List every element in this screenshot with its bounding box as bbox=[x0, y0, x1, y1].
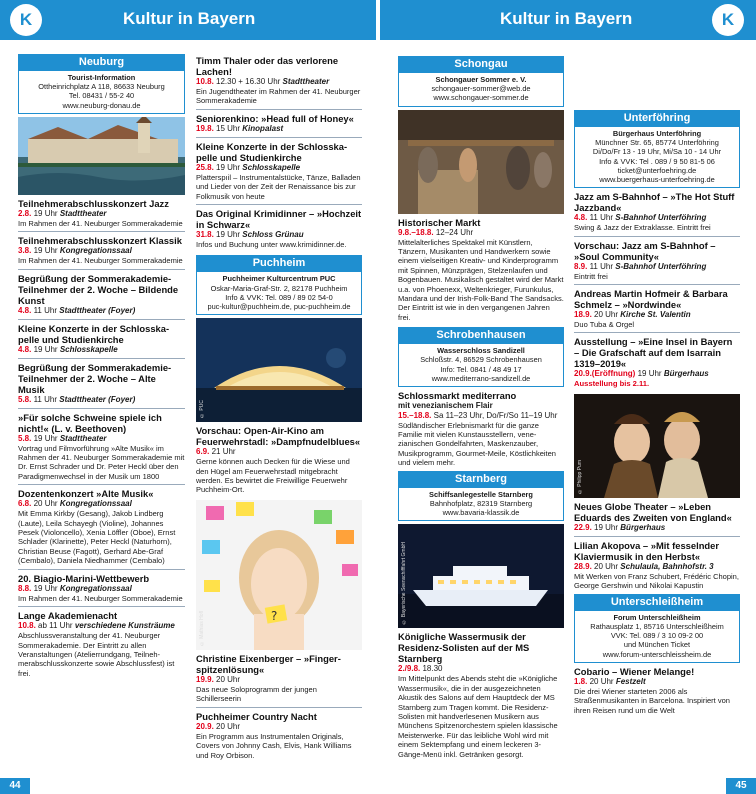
event-description: Mittelalterliches Spektakel mit Künstlern, Tänzern, Musikanten und Handwerkern sowie einem vielseitigen Kreativ- und Kinderprogramm mit Spinnen, Münzprägen, Stelzenlaufen und Bogenbauen. Musikalisch gestaltet wird der Markt u.a. von Phoenexx, Weltenkrieger, Furunkulus, Mandara und der Irish-Folk-Band The Sandsacks. Der Eintritt ist wie in den vergangenen Jahren frei. bbox=[398, 237, 564, 322]
venue-line: ticket@unterfoehring.de bbox=[617, 165, 697, 175]
venue-line: schongauer-sommer@web.de bbox=[431, 84, 531, 94]
event-description: Abschlussveranstaltung der 41. Neuburger Sommerakademie. Der Eintritt zu allen Veranstaltungen (Atelierrundgang, Teilnehmerabschlusskonzerte sowie Abschlussfest) ist frei. bbox=[18, 631, 175, 678]
venue-box-schongau bbox=[398, 72, 564, 107]
venue-line: Münchner Str. 65, 85774 Unterföhring bbox=[595, 138, 719, 148]
event-item bbox=[196, 650, 362, 708]
event-title: Christine Eixenberger – »Fingerspitzenlösung« bbox=[196, 652, 341, 675]
event-time: 12.30 + 16.30 Uhr bbox=[216, 77, 281, 86]
venue-line: und München Ticket bbox=[623, 640, 691, 650]
event-title: Puchheimer Country Nacht bbox=[196, 710, 317, 722]
event-date: 10.8. bbox=[18, 621, 36, 631]
event-description: Ein Programm aus Instrumentalen Originals, Covers von Johnny Cash, Elvis, Hank Williams und Roy Orbison. bbox=[196, 731, 352, 760]
theater-photo bbox=[574, 394, 740, 498]
venue-line: Bahnhofplatz, 82319 Starnberg bbox=[429, 498, 533, 508]
event-item bbox=[196, 110, 362, 138]
event-date: 28.9. bbox=[574, 562, 592, 572]
event-venue: verschiedene Kunsträume bbox=[74, 621, 175, 631]
event-description: Swing & Jazz der Extraklasse. Eintritt frei bbox=[574, 223, 711, 233]
event-time: 19 Uhr bbox=[33, 208, 58, 218]
venue-line: Di/Do/Fr 13 - 19 Uhr, Mi/Sa 10 - 14 Uhr bbox=[592, 147, 722, 157]
event-note: Ausstellung bis 2.11. bbox=[574, 379, 650, 389]
event-time: 19 Uhr bbox=[216, 230, 241, 240]
venue-line: www.bavaria-klassik.de bbox=[442, 508, 520, 518]
event-item bbox=[196, 422, 362, 498]
event-time: 11 Uhr bbox=[589, 261, 613, 271]
venue-box-schrobenhausen bbox=[398, 343, 564, 387]
place-heading-starnberg: Starnberg bbox=[398, 471, 564, 487]
event-venue: S-Bahnhof Unterföhring bbox=[615, 213, 707, 223]
page-header-left bbox=[0, 0, 376, 40]
event-time: 21 Uhr bbox=[211, 447, 236, 457]
event-date: 3.8. bbox=[18, 246, 32, 256]
event-venue: Kongregationssaal bbox=[59, 246, 132, 256]
place-heading-puchheim: Puchheim bbox=[196, 255, 362, 271]
event-time: 12–24 Uhr bbox=[435, 227, 474, 237]
place-heading-schrobenhausen: Schrobenhausen bbox=[398, 327, 564, 343]
event-meta bbox=[196, 675, 362, 685]
event-description: Mit Werken von Franz Schubert, Frédéric Chopin, George Gershwin und Nikolai Kapustin bbox=[574, 572, 739, 591]
actors-illustration bbox=[574, 394, 740, 498]
place-heading-unterschleissheim: Unterschleißheim bbox=[574, 594, 740, 610]
event-date: 6.8. bbox=[18, 499, 32, 509]
column-1 bbox=[18, 54, 185, 681]
place-heading-neuburg: Neuburg bbox=[18, 54, 185, 70]
event-date: 2.8. bbox=[18, 208, 32, 218]
page-number-left: 44 bbox=[0, 778, 30, 794]
event-item bbox=[574, 498, 740, 537]
event-venue: Stadttheater (Foyer) bbox=[59, 394, 136, 404]
event-time: 20 Uhr bbox=[594, 562, 619, 572]
section-title-left: Kultur in Bayern bbox=[123, 9, 256, 28]
event-date: 19.8. bbox=[196, 123, 214, 133]
event-description: Eintritt frei bbox=[574, 271, 608, 281]
event-item bbox=[18, 409, 185, 486]
event-date: 2./9.8. bbox=[398, 664, 421, 674]
event-description: Platterspıil – Instrumentalstücke, Tänze, Balladen und Lieder von der Zeit der Renaissance bis zur Folkmusik von heute bbox=[196, 172, 361, 201]
venue-name: Bürgerhaus Unterföhring bbox=[612, 129, 702, 138]
event-meta bbox=[574, 523, 740, 533]
column-4 bbox=[574, 110, 740, 718]
event-item bbox=[18, 607, 185, 681]
photo-credit: © PUC bbox=[199, 400, 205, 419]
event-venue: Bürgerhaus bbox=[620, 523, 666, 533]
event-item bbox=[574, 237, 740, 285]
event-meta bbox=[18, 246, 185, 256]
event-time: Sa 11–23 Uhr, Do/Fr/So 11–19 Uhr bbox=[433, 410, 558, 420]
event-description: Gerne können auch Decken für die Wiese und den Hügel am Feuerwehrstadl mitgebracht werden. Es bewirtet die Freiwillige Feuerwehr Puchheim-Ort. bbox=[196, 457, 350, 495]
event-venue: Stadttheater bbox=[59, 208, 107, 218]
event-title: Schlossmarkt mediterrano bbox=[398, 390, 517, 402]
event-item bbox=[18, 359, 185, 409]
event-meta bbox=[18, 499, 185, 509]
event-item bbox=[574, 537, 740, 594]
venue-box-unterfoehring bbox=[574, 126, 740, 188]
event-item bbox=[18, 320, 185, 359]
event-venue: Bürgerhaus bbox=[663, 369, 709, 379]
event-time: 19 Uhr bbox=[33, 433, 58, 443]
event-title: Teilnehmerabschlusskonzert Klassik bbox=[18, 235, 182, 247]
event-time: 20 Uhr bbox=[589, 676, 614, 686]
event-item bbox=[18, 232, 185, 269]
venue-line: Info & VVK: Tel. 089 / 89 02 54-0 bbox=[225, 292, 333, 302]
event-meta bbox=[18, 584, 185, 594]
venue-line: Oskar-Maria-Graf-Str. 2, 82178 Puchheim bbox=[210, 283, 348, 293]
event-meta bbox=[196, 124, 362, 134]
venue-line: www.neuburg-donau.de bbox=[62, 100, 141, 110]
event-description: Im Mittelpunkt des Abends steht die »Königliche Wassermusik«, die in der ausgezeichneten Akustik des Salons auf dem Hauptdeck der MS Starnberg zum Tragen kommt. Die Residenz-Solisten mit handverlesenen Musikern aus Münchens Spitzenorchestern spielen klassische Meisterwerke. Für das leibliche Wohl wird mit einem Sektempfang und einem leckeren 3-Gänge-Menü inkl. Getränken gesorgt. bbox=[398, 674, 558, 759]
eixenberger-photo bbox=[196, 500, 362, 650]
event-meta bbox=[398, 228, 564, 238]
event-time: 19 Uhr bbox=[33, 344, 58, 354]
event-meta bbox=[574, 310, 740, 320]
event-time: 20 Uhr bbox=[216, 674, 241, 684]
venue-line: www.mediterrano-sandizell.de bbox=[431, 373, 531, 383]
event-time: 19 Uhr bbox=[33, 246, 58, 256]
event-description: Ein Jugendtheater im Rahmen der 41. Neuburger Sommerakademie bbox=[196, 87, 361, 106]
page-header-right bbox=[380, 0, 756, 40]
event-description: Infos und Buchung unter www.krimidinner.de. bbox=[196, 240, 347, 250]
market-photo bbox=[398, 110, 564, 214]
place-heading-schongau: Schongau bbox=[398, 56, 564, 72]
event-date: 5.8. bbox=[18, 394, 32, 404]
event-meta bbox=[196, 77, 362, 87]
event-meta bbox=[18, 621, 185, 631]
event-title: Dozentenkonzert »Alte Musik« bbox=[18, 488, 154, 500]
event-meta bbox=[18, 306, 185, 316]
event-description: Duo Tuba & Orgel bbox=[574, 320, 635, 330]
event-title: Königliche Wassermusik der Residenz-Solisten auf der MS Starnberg bbox=[398, 631, 530, 665]
medieval-market-illustration bbox=[398, 110, 564, 214]
event-title: Vorschau: Jazz am S-Bahnhof – »Soul Community« bbox=[574, 239, 716, 262]
event-item bbox=[196, 708, 362, 763]
event-venue: Stadttheater (Foyer) bbox=[59, 305, 136, 315]
event-title: Andreas Martin Hofmeir & Barbara Schmelz – »Nordwinde« bbox=[574, 288, 728, 311]
event-time: 20 Uhr bbox=[33, 499, 58, 509]
event-item bbox=[18, 195, 185, 232]
venue-name: Wasserschloss Sandizell bbox=[437, 346, 525, 356]
event-title: Seniorenkino: »Head full of Honey« bbox=[196, 112, 354, 124]
event-item bbox=[18, 485, 185, 569]
event-time: ab 11 Uhr bbox=[38, 621, 73, 631]
event-time: 11 Uhr bbox=[33, 305, 57, 315]
event-time: 19 Uhr bbox=[594, 523, 619, 533]
castle-illustration bbox=[18, 117, 185, 195]
event-date: 31.8. bbox=[196, 230, 214, 240]
event-date: 10.8. bbox=[196, 77, 214, 86]
event-meta bbox=[18, 209, 185, 219]
venue-name: Schiffsanlegestelle Starnberg bbox=[429, 489, 533, 499]
venue-line: Info: Tel. 0841 / 48 49 17 bbox=[440, 364, 522, 374]
event-time: 20 Uhr bbox=[594, 310, 619, 320]
event-item bbox=[196, 205, 362, 252]
event-venue: Stadttheater bbox=[282, 77, 330, 86]
event-time: 19 Uhr bbox=[637, 369, 662, 379]
event-date: 20.9.(Eröffnung) bbox=[574, 369, 636, 379]
event-title: Vorschau: Open-Air-Kino am Feuerwehrstadl: »Dampfnudelblues« bbox=[196, 425, 361, 448]
event-meta bbox=[196, 163, 362, 173]
neuburg-castle-photo bbox=[18, 117, 185, 195]
page-number-right: 45 bbox=[726, 778, 756, 794]
event-venue: Schlosskapelle bbox=[59, 344, 118, 354]
event-date: 19.9. bbox=[196, 674, 214, 684]
event-date: 18.9. bbox=[574, 310, 592, 320]
event-item bbox=[574, 333, 740, 392]
event-item bbox=[196, 138, 362, 205]
venue-line: www.forum-unterschleissheim.de bbox=[602, 649, 712, 659]
event-item bbox=[398, 387, 564, 471]
place-heading-unterfoehring: Unterföhring bbox=[574, 110, 740, 126]
event-time: 11 Uhr bbox=[589, 213, 613, 223]
event-venue: Kirche St. Valentin bbox=[620, 310, 691, 320]
venue-line: puc-kultur@puchheim.de, puc-puchheim.de bbox=[207, 302, 351, 312]
portrait-with-notes-illustration bbox=[196, 500, 362, 650]
event-title: Teilnehmerabschlusskonzert Jazz bbox=[18, 197, 169, 209]
event-item bbox=[398, 214, 564, 326]
event-item bbox=[574, 188, 740, 236]
night-building-illustration bbox=[196, 318, 362, 422]
event-time: 19 Uhr bbox=[216, 162, 241, 172]
venue-line: Tel. 08431 / 55-2 40 bbox=[68, 91, 135, 101]
section-title-right: Kultur in Bayern bbox=[500, 9, 633, 28]
venue-name: Forum Unterschleißheim bbox=[613, 612, 701, 622]
event-date: 8.9. bbox=[574, 261, 588, 271]
venue-name: Tourist-Information bbox=[67, 73, 136, 82]
event-date: 20.9. bbox=[196, 721, 214, 731]
event-item bbox=[574, 663, 740, 718]
ship-photo bbox=[398, 524, 564, 628]
photo-credit: © Philipp Pum bbox=[577, 459, 583, 495]
event-item bbox=[18, 570, 185, 607]
event-meta bbox=[398, 411, 564, 421]
venue-line: www.buergerhaus-unterfoehring.de bbox=[599, 175, 715, 185]
event-date: 4.8. bbox=[18, 305, 32, 315]
event-venue: Schloss Grünau bbox=[242, 230, 304, 240]
event-date: 4.8. bbox=[18, 344, 32, 354]
venue-name: Schongauer Sommer e. V. bbox=[435, 75, 527, 84]
venue-box-starnberg bbox=[398, 487, 564, 522]
venue-line: Ottheinrichplatz A 118, 86633 Neuburg bbox=[38, 82, 165, 92]
event-description: Im Rahmen der 41. Neuburger Sommerakademie bbox=[18, 593, 183, 603]
event-item bbox=[574, 285, 740, 333]
event-description: Mit Emma Kirkby (Gesang), Jakob Lindberg (Laute), Leila Schayegh (Violine), Johannes Pesek (Violoncello), Xenia Löffler (Oboe), Ernst Schlader (Klarinette), Peter Heckl (Naturhorn), Christian Beuse (Fagott), Gerhard Abe-Graf (Cembalo), Daniela Niedhammer (Cembalo) bbox=[18, 509, 176, 566]
event-meta bbox=[196, 447, 362, 457]
event-title: Neues Globe Theater – »Leben Eduards des Zweiten von England« bbox=[574, 501, 732, 524]
event-venue: Schlosskapelle bbox=[242, 162, 301, 172]
event-meta bbox=[574, 262, 740, 272]
event-meta bbox=[18, 434, 185, 444]
event-date: 5.8. bbox=[18, 433, 32, 443]
event-description: Im Rahmen der 41. Neuburger Sommerakademie bbox=[18, 256, 183, 266]
event-venue: Schulaula, Bahnhofstr. 3 bbox=[620, 562, 714, 572]
column-3 bbox=[398, 56, 564, 762]
event-date: 4.8. bbox=[574, 213, 588, 223]
event-title: »Für solche Schweine spiele ich nicht!« (L. v. Beethoven) bbox=[18, 411, 162, 434]
event-title: Kleine Konzerte in der Schlosskapelle und Studienkirche bbox=[196, 140, 348, 163]
event-title: Cobario – Wiener Melange! bbox=[574, 665, 695, 677]
event-title: Timm Thaler oder das verlorene Lachen! bbox=[196, 55, 339, 77]
event-item bbox=[398, 628, 564, 762]
event-date: 8.8. bbox=[18, 583, 32, 593]
venue-name: Puchheimer Kulturcentrum PUC bbox=[222, 274, 336, 284]
event-date: 22.9. bbox=[574, 523, 592, 533]
event-venue: Festzelt bbox=[615, 676, 646, 686]
venue-box-unterschleissheim bbox=[574, 610, 740, 663]
photo-credit: © Bayerische Seenschifffahrt GmbH bbox=[401, 541, 407, 625]
venue-line: www.schongauer-sommer.de bbox=[433, 93, 529, 103]
venue-line: Info & VVK: Tel . 089 / 9 50 81-5 06 bbox=[599, 156, 715, 166]
event-date: 9.8.–18.8. bbox=[398, 227, 434, 237]
event-title: 20. Biagio-Marini-Wettbewerb bbox=[18, 572, 150, 584]
event-description: Das neue Soloprogramm der jungen Schillerseerin bbox=[196, 684, 317, 704]
event-venue: Kongregationssaal bbox=[59, 499, 132, 509]
event-meta bbox=[18, 345, 185, 355]
event-venue: Kongregationssaal bbox=[59, 583, 132, 593]
event-meta bbox=[196, 230, 362, 240]
event-date: 1.8. bbox=[574, 676, 588, 686]
event-meta bbox=[574, 677, 740, 687]
event-subtitle: mit venezianischem Flair bbox=[398, 401, 493, 411]
event-time: 11 Uhr bbox=[33, 394, 57, 404]
event-meta bbox=[196, 722, 362, 732]
event-meta bbox=[398, 664, 564, 674]
event-description: Im Rahmen der 41. Neuburger Sommerakademie bbox=[18, 218, 183, 228]
event-meta bbox=[574, 369, 740, 379]
event-description: Vortrag und Filmvorführung »Alte Musik« im Rahmen der 41. Neuburger Sommerakademie mit Dr. Ernst Schrader und Dr. Peter Heckl über den Paradigmenwechsel in der Musik um 1800 bbox=[18, 443, 185, 481]
column-2 bbox=[196, 52, 362, 763]
venue-box-puchheim bbox=[196, 271, 362, 315]
event-title: Kleine Konzerte in der Schlosskapelle und Studienkirche bbox=[18, 322, 170, 345]
venue-line: Rathausplatz 1, 85716 Unterschleißheim bbox=[590, 622, 724, 632]
event-title: Begrüßung der Sommerakademie-Teilnehmer der 2. Woche – Alte Musik bbox=[18, 361, 172, 395]
event-meta bbox=[18, 395, 185, 405]
ship-at-night-illustration bbox=[398, 524, 564, 628]
event-title: Begrüßung der Sommerakademie-Teilnehmer der 2. Woche – Bildende Kunst bbox=[18, 272, 179, 306]
event-time: 18.30 bbox=[422, 664, 443, 674]
event-venue: Stadttheater bbox=[59, 433, 107, 443]
venue-line: VVK: Tel. 089 / 3 10 09-2 00 bbox=[610, 631, 704, 641]
event-item bbox=[196, 52, 362, 110]
puc-building-photo bbox=[196, 318, 362, 422]
venue-line: Schloßstr. 4, 86529 Schrobenhausen bbox=[420, 355, 542, 365]
event-title: Jazz am S-Bahnhof – »The Hot Stuff Jazzband« bbox=[574, 191, 735, 214]
event-title: Lange Akademienacht bbox=[18, 610, 118, 622]
event-time: 20 Uhr bbox=[216, 721, 241, 731]
event-description: Die drei Wiener starteten 2006 als Straßenmusikanten in Barcelona. Inspiriert von ihren Reisen rund um die Welt bbox=[574, 686, 730, 715]
event-title: Lilian Akopova – »Mit fesselnder Klaviermusik in den Herbst« bbox=[574, 540, 720, 563]
event-meta bbox=[574, 213, 740, 223]
event-meta bbox=[574, 562, 740, 572]
kultur-logo-icon: K bbox=[10, 4, 42, 36]
event-description: Südländischer Erlebnismarkt für die ganze Familie mit vielen Kunstausstellern, venezianischen Gondelfahrten, Maskenzauber, Musikprogramm, Gourmet-Meile, Köstlichkeiten und vielem mehr. bbox=[398, 420, 556, 468]
venue-box-neuburg bbox=[18, 70, 185, 114]
event-time: 19 Uhr bbox=[33, 583, 58, 593]
event-date: 15.–18.8. bbox=[398, 410, 432, 420]
svg-text:?: ? bbox=[271, 608, 278, 623]
event-venue: Kinopalast bbox=[242, 123, 284, 133]
photo-credit: © Mathias Hofl bbox=[199, 610, 205, 646]
event-date: 6.9. bbox=[196, 447, 210, 457]
event-item bbox=[18, 270, 185, 320]
kultur-logo-icon: K bbox=[712, 4, 744, 36]
event-date: 25.8. bbox=[196, 162, 214, 172]
event-time: 15 Uhr bbox=[216, 123, 241, 133]
event-venue: S-Bahnhof Unterföhring bbox=[615, 261, 707, 271]
event-title: Historischer Markt bbox=[398, 216, 481, 228]
event-title: Das Original Krimidinner – »Hochzeit in Schwarz« bbox=[196, 208, 362, 231]
event-title: Ausstellung – »Eine Insel in Bayern – Die Grafschaft auf dem Isarrain 1319–2019« bbox=[574, 336, 733, 370]
